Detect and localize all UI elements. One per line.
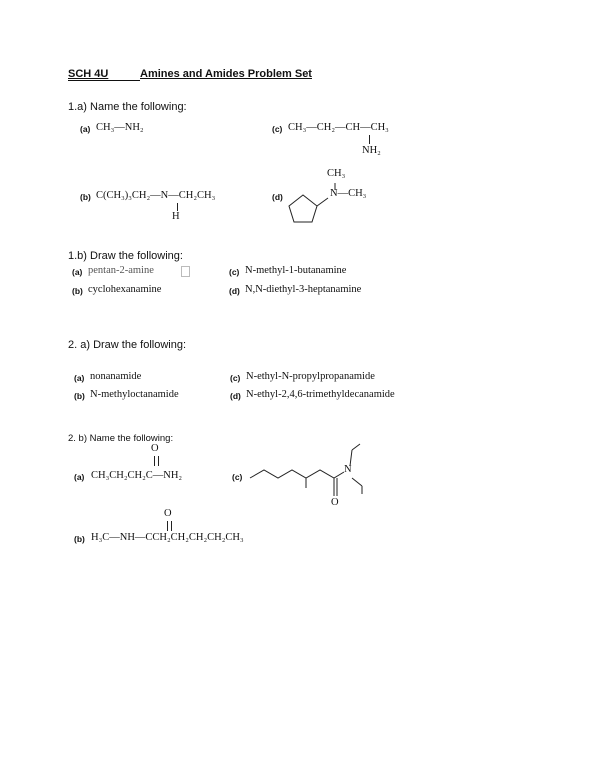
q2b-b-formula: H₃C—NH—CCH₂CH₂CH₂CH₂CH₃ (91, 532, 244, 543)
q2b-a-formula: CH₃CH₂CH₂C—NH₂ (91, 470, 183, 481)
q2b-b-double-bond (167, 521, 172, 531)
page-title: Amines and Amides Problem Set (140, 68, 312, 80)
q2b-heading: 2. b) Name the following: (68, 433, 174, 444)
carbon-chain (250, 470, 344, 478)
q1b-c-text: N-methyl-1-butanamine (245, 265, 347, 276)
q2b-b-label: (b) (74, 534, 85, 544)
q2b-c-n-atom: N (344, 464, 352, 475)
q2a-d-text: N-ethyl-2,4,6-trimethyldecanamide (246, 389, 395, 400)
placeholder-box (181, 266, 190, 277)
q1a-a-formula: CH₃—NH₂ (96, 122, 144, 133)
q2a-c-text: N-ethyl-N-propylpropanamide (246, 371, 375, 382)
q2a-b-label: (b) (74, 391, 85, 401)
q2b-a-double-bond (154, 456, 159, 466)
q2a-a-text: nonanamide (90, 371, 142, 382)
q2a-d-label: (d) (230, 391, 241, 401)
ethyl-end-bond (352, 444, 360, 450)
q1a-d-label: (d) (272, 192, 283, 202)
q1a-c-bond (369, 135, 370, 144)
q1a-b-formula: C(CH₃)₃CH₂—N—CH₂CH₃ (96, 190, 216, 201)
q2a-heading: 2. a) Draw the following: (68, 339, 186, 351)
q1b-heading: 1.b) Draw the following: (68, 250, 183, 262)
q1a-d-top: CH₃ (327, 168, 346, 179)
q1a-c-formula: CH₃—CH₂—CH—CH₃ (288, 122, 389, 133)
title-underline (68, 80, 140, 81)
q2a-a-label: (a) (74, 373, 85, 383)
q2b-c-label: (c) (232, 472, 243, 482)
q1a-b-sub: H (172, 211, 180, 222)
q1b-d-text: N,N-diethyl-3-heptanamine (245, 284, 362, 295)
q2a-b-text: N-methyloctanamide (90, 389, 179, 400)
q1a-b-bond (177, 203, 178, 211)
q2b-c-structure (248, 440, 378, 510)
q1b-b-label: (b) (72, 286, 83, 296)
q1a-b-label: (b) (80, 192, 91, 202)
course-code: SCH 4U (68, 68, 109, 80)
q2a-c-label: (c) (230, 373, 241, 383)
q1b-d-label: (d) (229, 286, 240, 296)
cyclopentane-ring (289, 195, 317, 222)
q1a-d-right: N—CH₃ (330, 188, 367, 199)
ring-n-bond (317, 198, 328, 206)
q1a-c-sub: NH₂ (362, 145, 381, 156)
q1a-c-label: (c) (272, 124, 283, 134)
q1b-a-text: pentan-2-amine (88, 265, 154, 276)
q2b-b-oxygen: O (164, 508, 172, 519)
n-methyl-bond (352, 478, 362, 486)
q2b-a-oxygen: O (151, 443, 159, 454)
q1b-a-label: (a) (72, 267, 83, 277)
q2b-c-oxygen: O (331, 497, 339, 508)
q1a-heading: 1.a) Name the following: (68, 101, 187, 113)
q1a-a-label: (a) (80, 124, 91, 134)
q2b-a-label: (a) (74, 472, 85, 482)
q1b-c-label: (c) (229, 267, 240, 277)
q1b-b-text: cyclohexanamine (88, 284, 162, 295)
